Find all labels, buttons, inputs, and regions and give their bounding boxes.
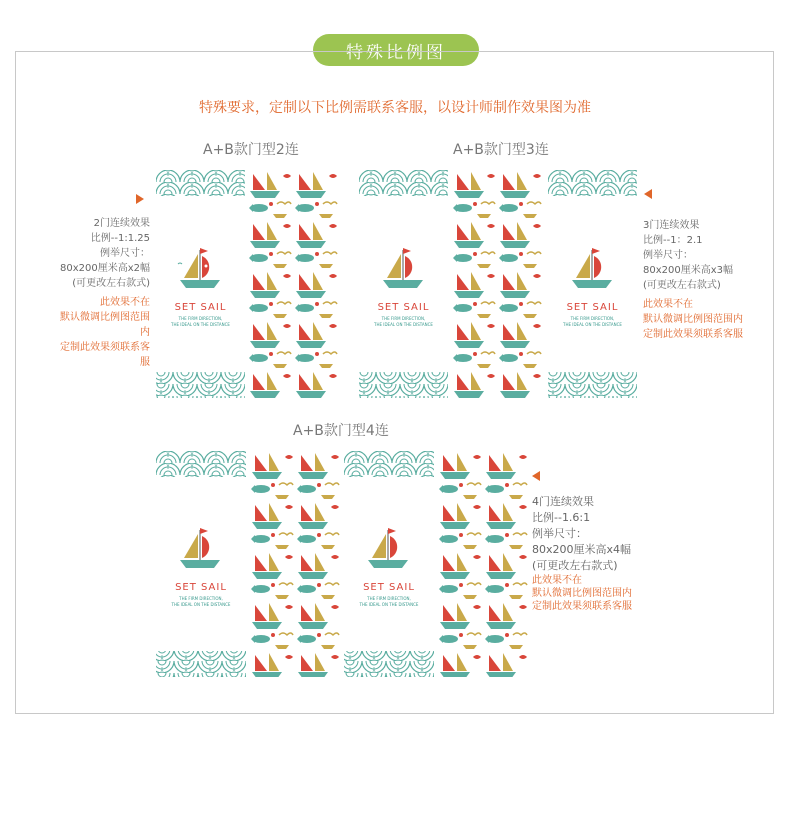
note-line: 例举尺寸：: [100, 248, 150, 259]
design-panel-a: [359, 170, 448, 398]
section-subtitle: 特殊要求，定制以下比例需联系客服，以设计师制作效果图为准: [199, 100, 591, 116]
design-line2: THE IDEAL ON THE DISTANCE: [374, 322, 433, 327]
design-line1: THE FIRM DIRECTION,: [367, 596, 411, 601]
note-line: 80x200厘米高x2幅: [60, 263, 151, 274]
note-line: 80x200厘米高x4幅: [532, 543, 632, 556]
warning-line: 默认微调比例图范围内: [60, 312, 150, 338]
ship-illustration-icon: [176, 526, 226, 572]
design-line2: THE IDEAL ON THE DISTANCE: [359, 602, 419, 607]
group-title-3: A+B款门型3连: [453, 142, 549, 158]
section-badge: 特殊比例图: [313, 34, 479, 66]
warning-line: 此效果不在: [643, 299, 693, 310]
ship-illustration-icon: [568, 246, 618, 292]
note-line: 80x200厘米高x3幅: [643, 265, 734, 276]
warning-line: 定制此效果须联系客服: [60, 342, 150, 368]
pattern-panel-b: [249, 451, 341, 677]
note-line: 4门连续效果: [532, 495, 594, 508]
note-line: 比例--1:1.25: [90, 233, 150, 244]
design-panel-a: [344, 451, 434, 677]
design-line1: THE FIRM DIRECTION,: [381, 316, 426, 321]
design-panel-a: [156, 451, 246, 677]
design-title: SET SAIL: [175, 582, 227, 593]
design-title: SET SAIL: [174, 302, 227, 313]
group-title-4: A+B款门型4连: [293, 423, 389, 439]
pointer-arrow-icon: [532, 471, 540, 481]
warning-line: 此效果不在: [532, 575, 582, 586]
pointer-arrow-icon: [136, 194, 144, 204]
ship-illustration-icon: [379, 246, 429, 292]
note-line: 2门连续效果: [93, 218, 150, 229]
design-line1: THE FIRM DIRECTION,: [178, 316, 223, 321]
note-line: 比例--1.6:1: [532, 511, 591, 524]
warning-line: 定制此效果须联系客服: [643, 329, 743, 340]
pointer-arrow-icon: [644, 189, 652, 199]
design-title: SET SAIL: [363, 582, 415, 593]
group-title-2: A+B款门型2连: [203, 142, 299, 158]
note-line: 例举尺寸：: [643, 250, 693, 261]
warning-line: 默认微调比例图范围内: [532, 588, 632, 599]
note-line: (可更改左右款式): [532, 559, 618, 572]
warning-line: 此效果不在: [100, 297, 150, 308]
design-line2: THE IDEAL ON THE DISTANCE: [171, 322, 230, 327]
notes-group-4: [532, 494, 652, 613]
ship-illustration-icon: [176, 246, 226, 292]
pattern-panel-b: [247, 170, 341, 398]
design-panel-a: [156, 170, 245, 398]
warning-line: 定制此效果须联系客服: [532, 601, 632, 612]
notes-group-3: [643, 218, 763, 342]
pattern-panel-b: [437, 451, 529, 677]
note-line: (可更改左右款式): [643, 280, 721, 291]
notes-group-2: [60, 216, 150, 370]
note-line: (可更改左右款式): [72, 278, 150, 289]
design-line2: THE IDEAL ON THE DISTANCE: [563, 322, 622, 327]
design-title: SET SAIL: [377, 302, 430, 313]
warning-line: 默认微调比例图范围内: [643, 314, 743, 325]
design-line1: THE FIRM DIRECTION,: [570, 316, 615, 321]
pattern-panel-b: [451, 170, 545, 398]
design-line1: THE FIRM DIRECTION,: [179, 596, 223, 601]
note-line: 比例--1：2.1: [643, 235, 703, 246]
note-line: 3门连续效果: [643, 220, 700, 231]
design-title: SET SAIL: [566, 302, 619, 313]
design-panel-a: [548, 170, 637, 398]
ship-illustration-icon: [364, 526, 414, 572]
design-line2: THE IDEAL ON THE DISTANCE: [171, 602, 231, 607]
note-line: 例举尺寸：: [532, 527, 587, 540]
